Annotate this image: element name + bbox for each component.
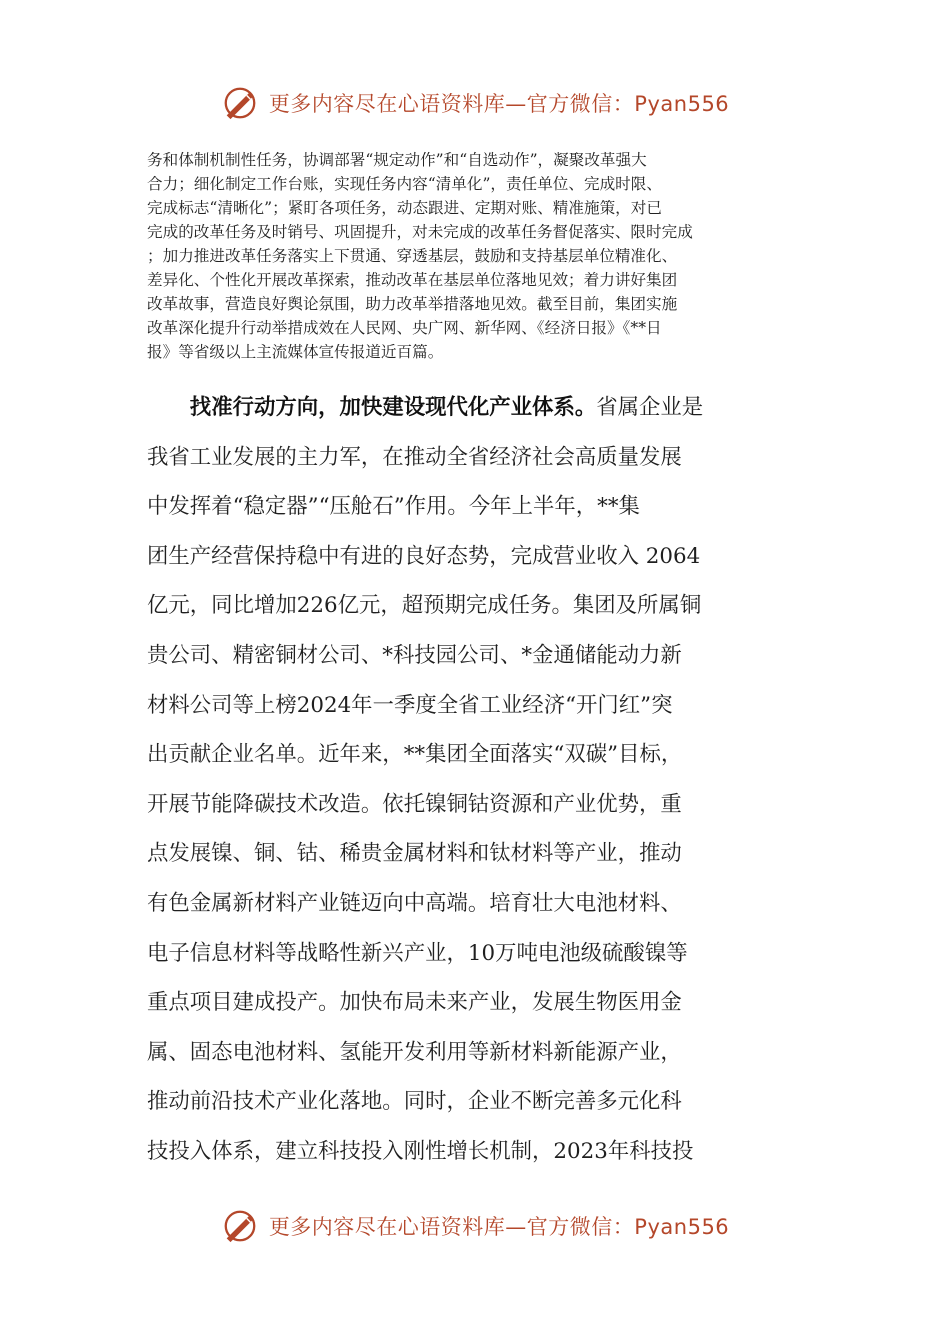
paragraph-line: 技投入体系，建立科技投入刚性增长机制，2023年科技投 [147, 1138, 694, 1164]
pen-logo-icon [221, 1207, 259, 1245]
paragraph-line: 点发展镍、铜、钴、稀贵金属材料和钛材料等产业，推动 [147, 841, 682, 867]
paragraph-line: 完成的改革任务及时销号、巩固提升，对未完成的改革任务督促落实、限时完成 [147, 223, 693, 241]
heading-continuation: 省属企业是 [596, 395, 704, 420]
paragraph-line: 属、固态电池材料、氢能开发利用等新材料新能源产业， [147, 1039, 682, 1065]
paragraph-line: 开展节能降碳技术改造。依托镍铜钴资源和产业优势，重 [147, 791, 682, 817]
paragraph-line: 完成标志“清晰化”；紧盯各项任务，动态跟进、定期对账、精准施策，对已 [147, 199, 662, 217]
paragraph-line: 材料公司等上榜2024年一季度全省工业经济“开门红”突 [147, 692, 673, 718]
paragraph-line: 我省工业发展的主力军，在推动全省经济社会高质量发展 [147, 444, 682, 470]
paragraph-line: 推动前沿技术产业化落地。同时，企业不断完善多元化科 [147, 1089, 682, 1115]
banner-text: 更多内容尽在心语资料库—官方微信：Pyan556 [268, 92, 730, 116]
paragraph-line: 务和体制机制性任务，协调部署“规定动作”和“自选动作”，凝聚改革强大 [147, 151, 647, 169]
section-heading: 找准行动方向，加快建设现代化产业体系。 [189, 395, 597, 420]
paragraph-line: 贵公司、精密铜材公司、*科技园公司、*金通储能动力新 [147, 642, 682, 668]
paragraph-line: 有色金属新材料产业链迈向中高端。培育壮大电池材料、 [147, 890, 682, 916]
paragraph-line: 出贡献企业名单。近年来，**集团全面落实“双碳”目标， [147, 742, 683, 768]
main-paragraph [147, 383, 807, 1177]
paragraph-line: 差异化、个性化开展改革探索，推动改革在基层单位落地见效；着力讲好集团 [147, 271, 678, 289]
paragraph-line: 亿元，同比增加226亿元，超预期完成任务。集团及所属铜 [147, 593, 702, 619]
paragraph-line: 改革深化提升行动举措成效在人民网、央广网、新华网、《经济日报》《**日 [147, 319, 662, 337]
paragraph-line: 报》等省级以上主流媒体宣传报道近百篇。 [147, 343, 444, 361]
paragraph-line: 合力；细化制定工作台账，实现任务内容“清单化”，责任单位、完成时限、 [147, 175, 662, 193]
footer-banner [0, 1207, 950, 1245]
continuation-paragraph [147, 148, 807, 364]
banner-text: 更多内容尽在心语资料库—官方微信：Pyan556 [268, 1215, 730, 1239]
paragraph-line: 改革故事，营造良好舆论氛围，助力改革举措落地见效。截至目前，集团实施 [147, 295, 678, 313]
paragraph-line: 团生产经营保持稳中有进的良好态势，完成营业收入 2064 [147, 543, 701, 569]
pen-logo-icon [221, 84, 259, 122]
paragraph-first-line [147, 383, 807, 433]
paragraph-line: 电子信息材料等战略性新兴产业，10万吨电池级硫酸镍等 [147, 940, 688, 966]
paragraph-line: ；加力推进改革任务落实上下贯通、穿透基层，鼓励和支持基层单位精准化、 [147, 247, 678, 265]
header-banner [0, 84, 950, 122]
paragraph-line: 重点项目建成投产。加快布局未来产业，发展生物医用金 [147, 990, 682, 1016]
paragraph-line: 中发挥着“稳定器”“压舱石”作用。今年上半年，**集 [147, 494, 640, 520]
